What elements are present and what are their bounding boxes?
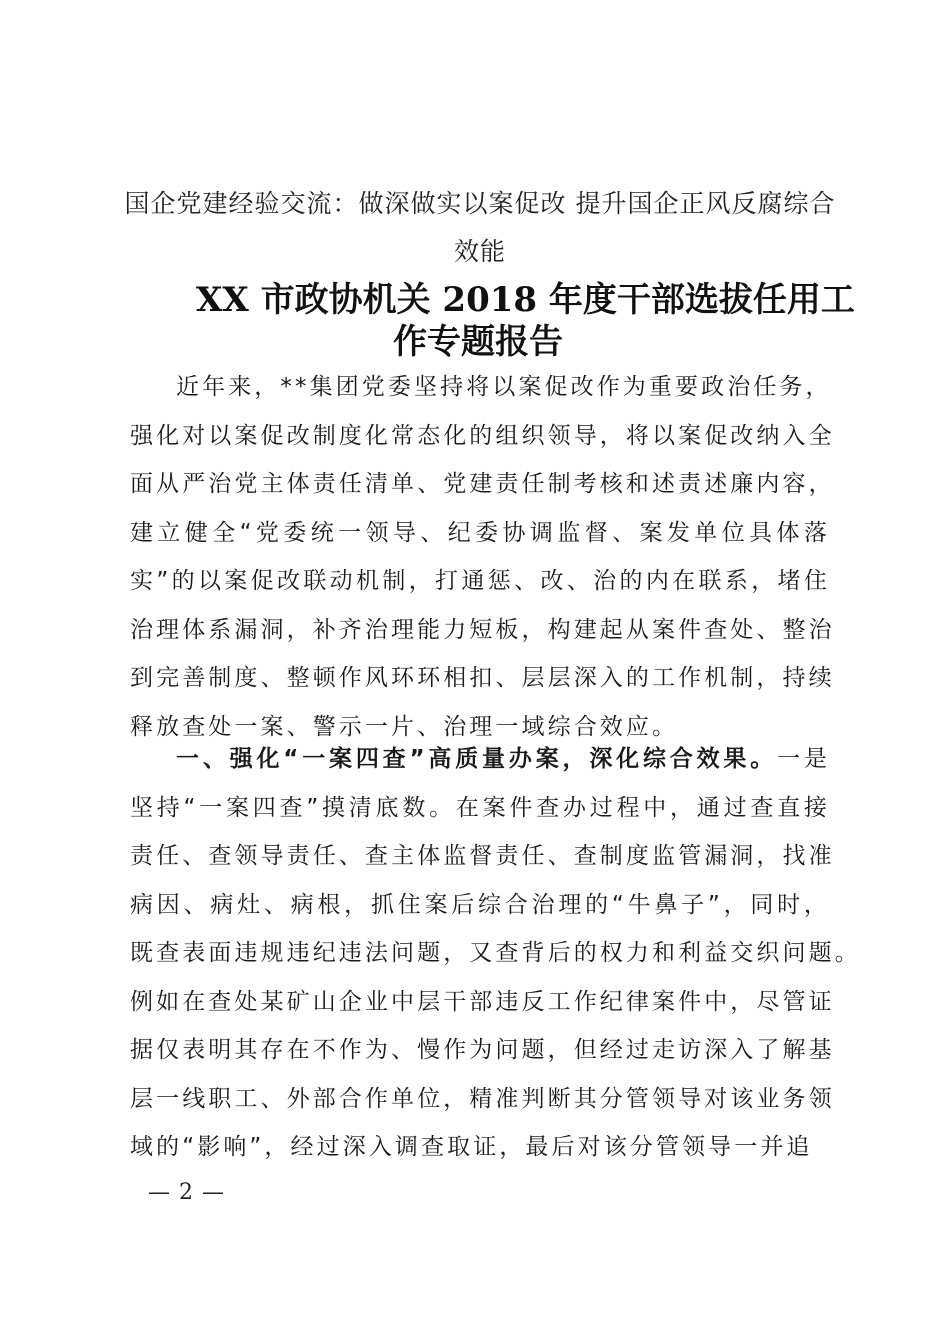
paragraph-line: 强化对以案促改制度化常态化的组织领导，将以案促改纳入全 <box>130 422 835 449</box>
subtitle-line-2: 效能 <box>453 237 506 266</box>
paragraph-line: 例如在查处某矿山企业中层干部违反工作纪律案件中，尽管证 <box>130 988 835 1015</box>
paragraph-line: 释放查处一案、警示一片、治理一域综合效应。 <box>130 713 679 740</box>
paragraph-line: 面从严治党主体责任清单、党建责任制考核和述责述廉内容， <box>130 471 835 497</box>
section-heading-tail: 一是 <box>777 746 830 772</box>
title-line-2: 作专题报告 <box>393 322 563 362</box>
paragraph-line: 据仅表明其存在不作为、慢作为问题，但经过走访深入了解基 <box>130 1037 835 1063</box>
paragraph-line: 责任、查领导责任、查主体监督责任、查制度监管漏洞，找准 <box>130 843 835 869</box>
paragraph-line: 既查表面违规违纪违法问题，又查背后的权力和利益交织问题。 <box>130 940 861 966</box>
paragraph-line: 实”的以案促改联动机制，打通惩、改、治的内在联系，堵住 <box>130 568 830 594</box>
paragraph-section-one <box>130 735 861 1172</box>
paragraph-line: 坚持“一案四查”摸清底数。在案件查办过程中，通过查直接 <box>130 794 830 821</box>
paragraph-line: 病因、病灶、病根，抓住案后综合治理的“牛鼻子”，同时， <box>130 891 830 918</box>
paragraph-line <box>130 735 830 784</box>
subtitle-line-1: 国企党建经验交流：做深做实以案促改 提升国企正风反腐综合 <box>124 189 836 218</box>
paragraph-line: 建立健全“党委统一领导、纪委协调监督、案发单位具体落 <box>130 519 830 546</box>
paragraph-line: 到完善制度、整顿作风环环相扣、层层深入的工作机制，持续 <box>130 665 835 691</box>
paragraph-line: 治理体系漏洞，补齐治理能力短板，构建起从案件查处、整治 <box>130 616 835 643</box>
paragraph-line: 层一线职工、外部合作单位，精准判断其分管领导对该业务领 <box>130 1085 835 1112</box>
paragraph-intro <box>130 363 835 751</box>
section-heading: 一、强化“一案四查”高质量办案，深化综合效果。 <box>176 746 778 772</box>
page-number: — 2 — <box>148 1180 225 1205</box>
paragraph-line: 域的“影响”，经过深入调查取证，最后对该分管领导一并追 <box>130 1134 813 1160</box>
title-line-1: XX 市政协机关 2018 年度干部选拔任用工 <box>196 280 855 320</box>
paragraph-line: 近年来，**集团党委坚持将以案促改作为重要政治任务， <box>176 374 832 400</box>
